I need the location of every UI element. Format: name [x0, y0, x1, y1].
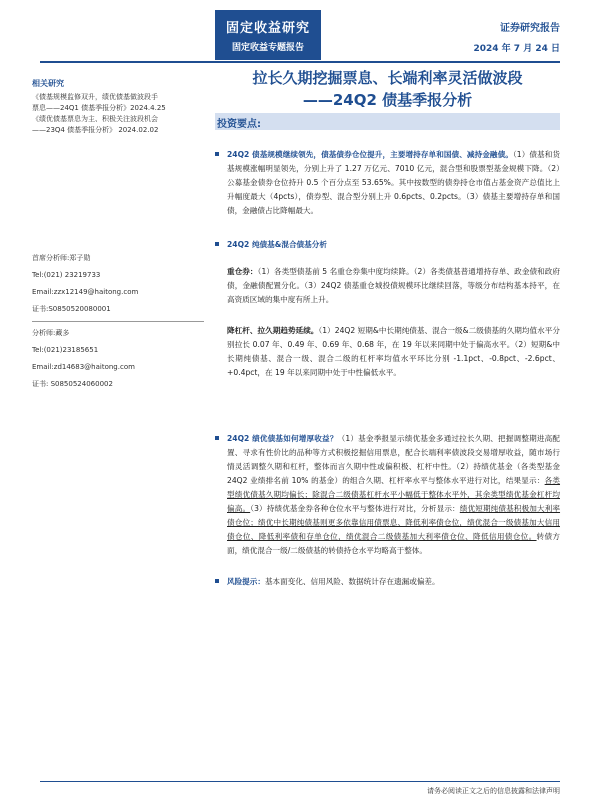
page-title: 拉长久期挖掘票息、长端利率灵活做波段 — [252, 69, 523, 87]
related-research — [32, 78, 204, 136]
bullet-marker — [215, 436, 219, 440]
bullet-body: （1）债基和货基规模涨幅明显领先，分别上升了 1.27 万亿元、7010 亿元，混合型和股票型基金规模下降。（2）公募基金债券仓位持升 0.5 个百分点至 53.65%。其中按数型的债券持仓市值占基金资产总值比上升幅度最大（4pcts），债券型、混合型分别上升 0.6pcts、0.2pcts。（3）债基主要增持存单和国债，金融债占比降幅最大。 — [227, 150, 560, 215]
bullet-body: （1）基金季报显示绩优基金多通过拉长久期、把握调整期进高配置、寻求有性价比的品种等方式积极挖掘信用票息，配合长端利率债波段交易增厚收益，随市场行情灵活调整久期和杠杆，整体而言久期中性或偏积极、杠杆中性。（2）持绩优基金（各类型基金 24Q2 业绩排名前 10% 的基金）的组合久期、杠杆率水平与整体水平进行对比，结果显示： — [227, 434, 561, 485]
page-subtitle: ——24Q2 债基季报分析 — [302, 91, 473, 109]
analyst-email[interactable]: Email:zd14683@haitong.com — [32, 363, 135, 371]
bullet-underlined: 绩优短期纯债基积极加大利率债仓位；绩优中长期纯债基则更多依靠信用债票息、降低利率债仓位，绩优混合一级债基加大信用债仓位、降低利率债和存单仓位，绩优混合二级债基加大利率债仓位、降低信用债仓位。 — [227, 504, 561, 541]
header-divider — [40, 61, 560, 63]
analyst-cert: 证书: S0850524060002 — [32, 380, 113, 388]
analyst-name: 首席分析师:郑子勋 — [32, 254, 91, 262]
footer-divider — [40, 781, 560, 782]
bullet-heading: 24Q2 纯债基&混合债基分析 — [227, 240, 327, 249]
bullet-risk — [215, 575, 560, 589]
paragraph-lead: 降杠杆、拉久期趋势延续。 — [227, 326, 319, 335]
section-bar — [215, 113, 560, 130]
analyst-tel: Tel:(021)23185651 — [32, 346, 99, 354]
bullet-heading: 24Q2 债基规模继续领先，债基债券仓位提升，主要增持存单和国债、减持金融债。 — [227, 150, 513, 159]
related-research-heading: 相关研究 — [32, 79, 64, 88]
section-heading: 投资要点: — [217, 119, 261, 130]
bullet-text — [227, 148, 560, 218]
analyst-cert: 证书:S0850520080001 — [32, 305, 111, 313]
bullet-top-funds — [215, 432, 560, 558]
bullet-pure-mixed — [215, 238, 560, 252]
bullet-marker — [215, 242, 219, 246]
bullet-heading: 24Q2 绩优债基如何增厚收益？ — [227, 434, 338, 443]
bullet-body: （3）持绩优基金券各种仓位水平与整体进行对比，分析显示： — [250, 504, 460, 513]
report-type: 证券研究报告 — [500, 23, 560, 34]
analyst-info — [32, 250, 204, 396]
bullet-text — [227, 238, 560, 252]
analyst-name: 分析师:藏多 — [32, 329, 70, 337]
paragraph-lead: 重仓券： — [227, 267, 258, 276]
analyst-block — [32, 325, 204, 393]
related-research-line: 票息——24Q1 债基季报分析》2024.4.25 — [32, 104, 166, 112]
related-research-line: 《债基规模监修双升，绩优债基做波段手 — [32, 93, 158, 101]
bullet-body: 基本面变化、信用风险、数据统计存在遗漏或偏差。 — [264, 577, 440, 586]
bullet-fund-scale — [215, 148, 560, 218]
bullet-body: 转债方面，绩优混合一级/二级债基的转债持仓水平均略高于整体。 — [227, 532, 560, 555]
analyst-divider — [32, 321, 204, 322]
report-date: 2024 年 7 月 24 日 — [473, 44, 560, 54]
bullet-marker — [215, 152, 219, 156]
analyst-email[interactable]: Email:zzx12149@haitong.com — [32, 288, 139, 296]
bullet-text — [227, 575, 560, 589]
paragraph-leverage-duration — [227, 324, 560, 380]
paragraph-body: （1）24Q2 短期&中长期纯债基、混合一级&二级债基的久期均值水平分别拉长 0.07 年、0.49 年、0.69 年、0.68 年，在 19 年以来同期中处于偏高水平。（2）短期&中长期纯债基、混合一级、混合二级的杠杆率均值水平环比分别 -1.1pct、-0.8pct、-2.6pct、+0.4pct，在 19 年以来同期中处于中性偏低水平。 — [227, 326, 560, 377]
footer-disclaimer: 请务必阅读正文之后的信息披露和法律声明 — [427, 787, 560, 795]
paragraph-body: （1）各类型债基前 5 名重仓券集中度均续降。（2）各类债基普通增持存单、政金债和政府债，金融债配置分化。（3）24Q2 债基重仓城投债规模环比继续回落，等级分布结构基本持平，在高资质区域的集中度有所上升。 — [227, 267, 561, 304]
report-subcategory: 固定收益专题报告 — [231, 43, 304, 53]
bullet-underlined: 各类型绩优债基久期均偏长；除混合二级债基杠杆水平小幅低于整体水平外，其余类型绩优基金杠杆均偏高。 — [227, 476, 561, 513]
related-research-line: 《绩优债基票息为主、积极关注波段机会 — [32, 115, 158, 123]
analyst-tel: Tel:(021) 23219733 — [32, 271, 101, 279]
related-research-line: ——23Q4 债基季报分析》 2024.02.02 — [32, 126, 159, 134]
bullet-heading: 风险提示： — [227, 577, 265, 586]
bullet-marker — [215, 579, 219, 583]
paragraph-heavy-holdings — [227, 265, 560, 307]
bullet-text — [227, 432, 560, 558]
analyst-block — [32, 250, 204, 318]
report-category: 固定收益研究 — [225, 21, 310, 36]
